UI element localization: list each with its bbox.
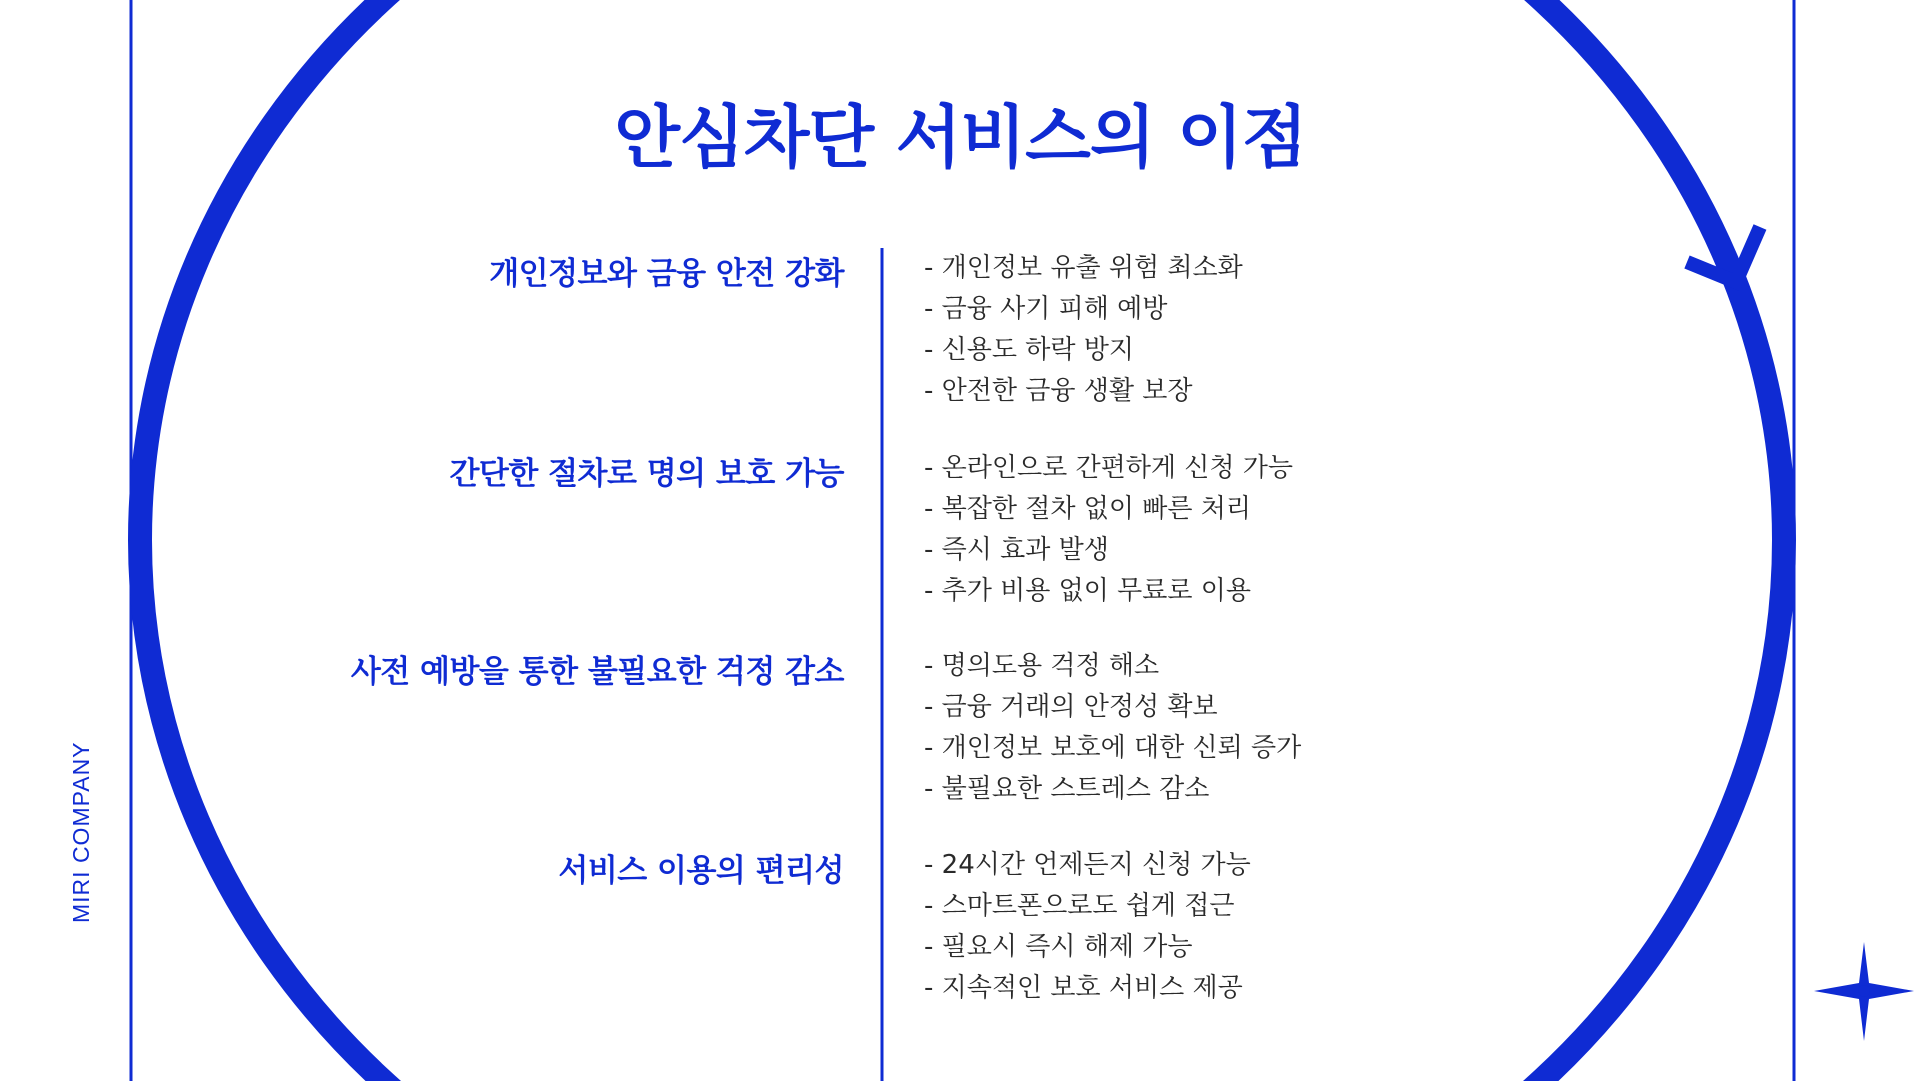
section-heading: 사전 예방을 통한 불필요한 걱정 감소 bbox=[350, 654, 844, 690]
section-heading: 간단한 절차로 명의 보호 가능 bbox=[449, 456, 844, 492]
bullet-list bbox=[924, 646, 1301, 810]
bullet-item: - 개인정보 유출 위험 최소화 bbox=[924, 253, 1243, 283]
brand-label: MIRI COMPANY bbox=[68, 741, 94, 923]
bullet-item: - 24시간 언제든지 신청 가능 bbox=[924, 850, 1251, 880]
bullet-item: - 불필요한 스트레스 감소 bbox=[924, 774, 1210, 804]
bullet-item: - 지속적인 보호 서비스 제공 bbox=[924, 973, 1243, 1003]
bullet-item: - 명의도용 걱정 해소 bbox=[924, 651, 1160, 681]
bullet-item: - 안전한 금융 생활 보장 bbox=[924, 376, 1193, 406]
bullet-item: - 복잡한 절차 없이 빠른 처리 bbox=[924, 494, 1251, 524]
bullet-item: - 개인정보 보호에 대한 신뢰 증가 bbox=[924, 733, 1302, 763]
bullet-item: - 필요시 즉시 해제 가능 bbox=[924, 932, 1193, 962]
bullet-item: - 금융 사기 피해 예방 bbox=[924, 294, 1168, 324]
bullet-item: - 스마트폰으로도 쉽게 접근 bbox=[924, 891, 1235, 921]
bullet-item: - 추가 비용 없이 무료로 이용 bbox=[924, 576, 1251, 606]
section-heading: 서비스 이용의 편리성 bbox=[558, 853, 844, 889]
bullet-item: - 즉시 효과 발생 bbox=[924, 535, 1109, 565]
bullet-item: - 온라인으로 간편하게 신청 가능 bbox=[924, 453, 1293, 483]
section-heading: 개인정보와 금융 안전 강화 bbox=[489, 256, 844, 292]
bullet-list bbox=[924, 448, 1293, 612]
bullet-item: - 금융 거래의 안정성 확보 bbox=[924, 692, 1218, 722]
bullet-list bbox=[924, 248, 1243, 412]
page-title: 안심차단 서비스의 이점 bbox=[614, 99, 1307, 178]
bullet-list bbox=[924, 845, 1251, 1009]
bullet-item: - 신용도 하락 방지 bbox=[924, 335, 1134, 365]
sparkle-star-icon bbox=[1814, 942, 1914, 1041]
